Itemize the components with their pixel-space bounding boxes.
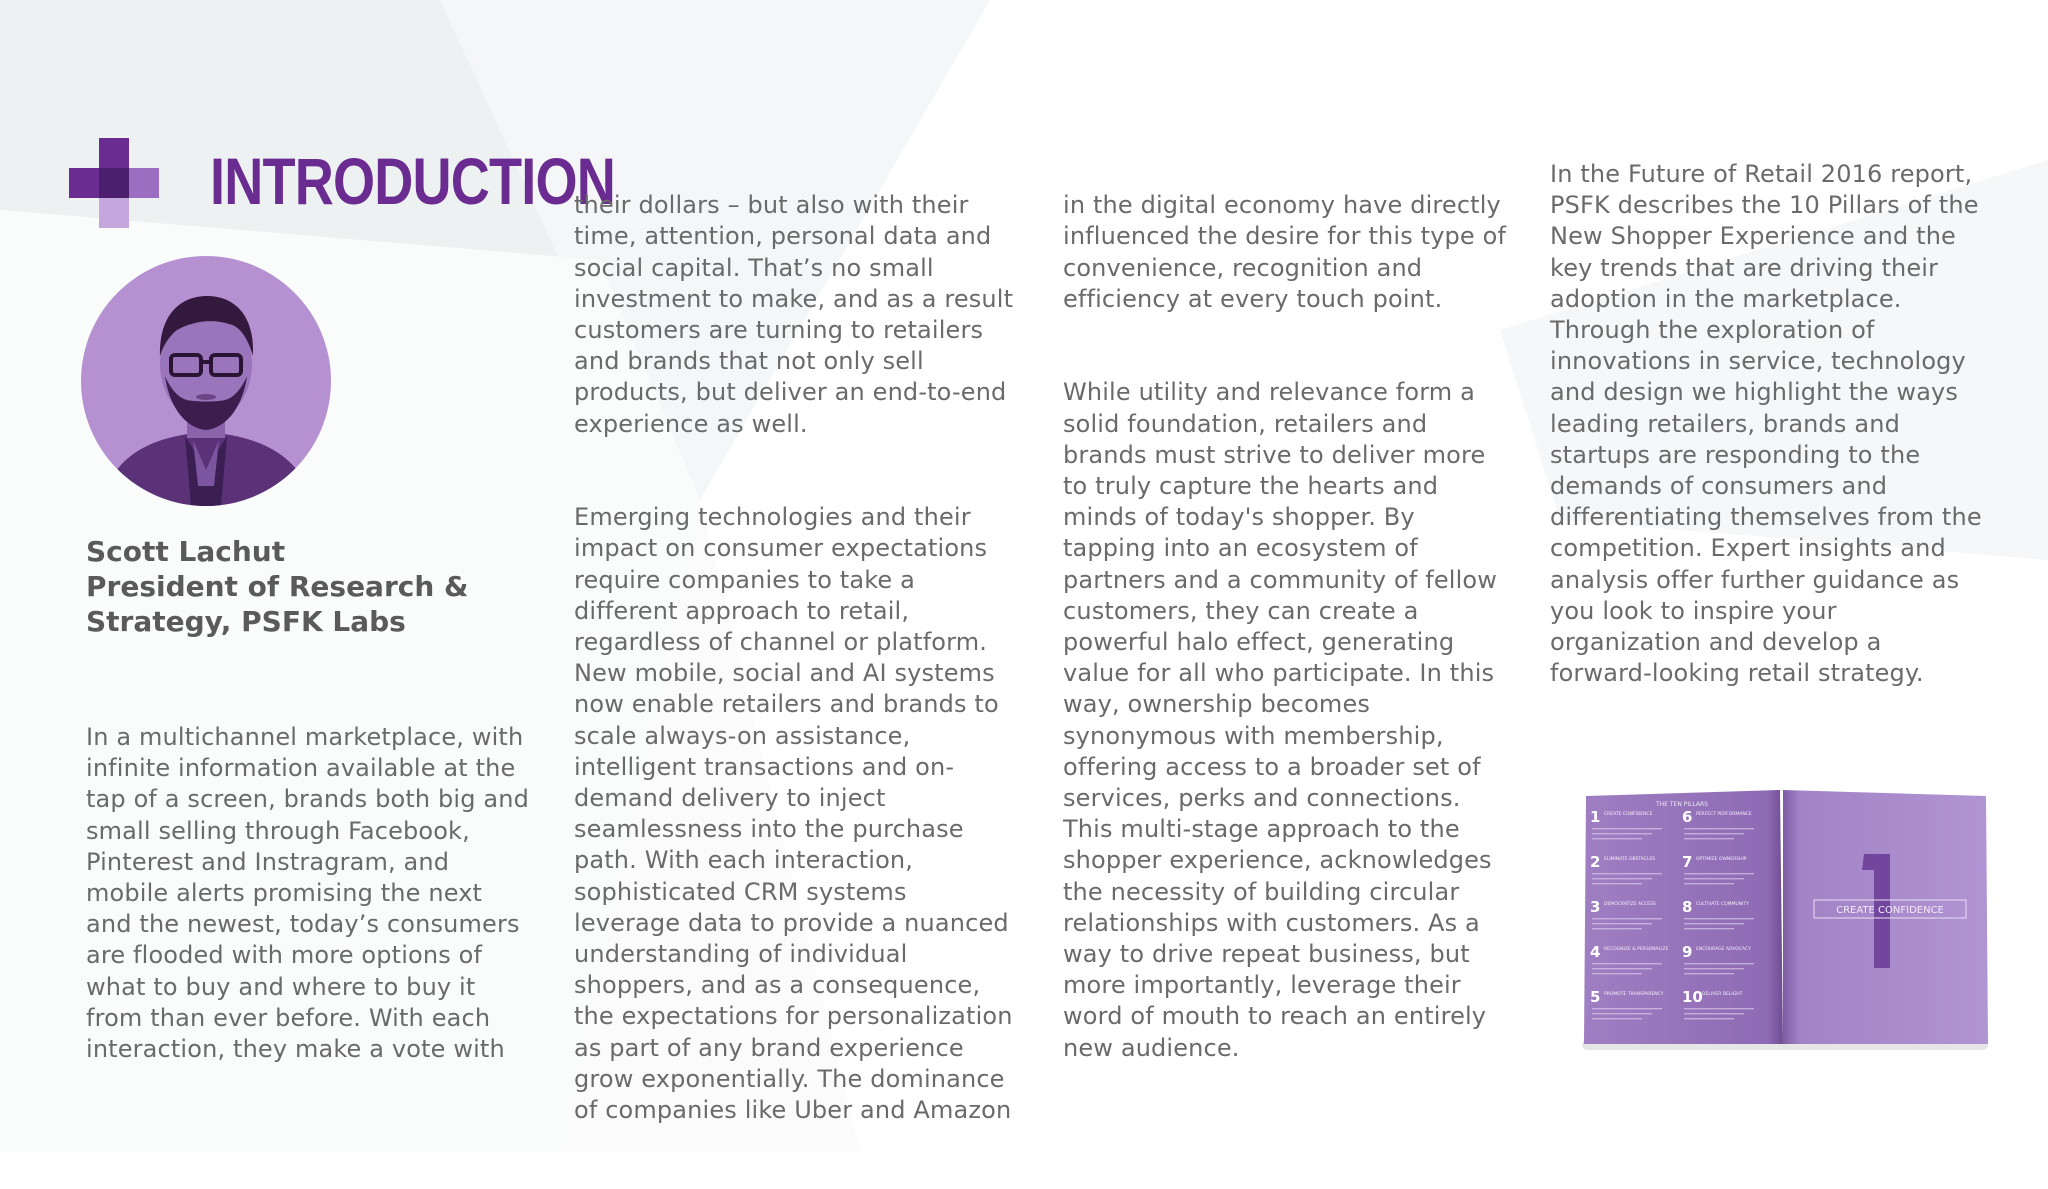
book-pillar-number: 2 [1590,853,1601,871]
book-text-line [1592,963,1662,964]
book-pillar-number: 8 [1682,898,1693,916]
page-title: INTRODUCTION [210,144,616,218]
book-pillar-label: DELIVER DELIGHT [1702,992,1743,997]
book-text-line [1592,928,1642,929]
book-text-line [1684,878,1744,879]
book-text-line [1684,833,1744,834]
author-role-line1: President of Research & [86,570,469,603]
book-pillar-number: 1 [1590,808,1601,826]
book-pillar-number: 10 [1682,988,1703,1006]
book-pillar-number: 6 [1682,808,1693,826]
book-text-line [1592,1008,1662,1009]
author-portrait [81,256,331,506]
intro-column-1: In a multichannel marketplace, with infinite information available at the tap of a screen, brands both big and small selling through Facebook, Pinterest and Instragram, and mobile alerts promising the next and the newest, today’s consumers are flooded with more options of what to buy and where to buy it from than ever before. With each interaction, they make a vote with [86,723,529,1064]
intro-paragraph: in the digital economy have directly influenced the desire for this type of convenience, recognition and efficiency at every touch point. [1063,191,1507,313]
book-pillar-label: CULTIVATE COMMUNITY [1696,902,1749,907]
book-text-line [1592,828,1662,829]
book-text-line [1592,838,1642,839]
book-text-line [1684,923,1744,924]
book-text-line [1684,973,1734,974]
author-byline [86,534,526,639]
book-pillar-label: RECOGNIZE & PERSONALIZE [1604,947,1669,952]
book-pillar-label: DEMOCRATIZE ACCESS [1604,902,1656,907]
intro-column-2 [574,159,1052,1189]
intro-paragraph: Emerging technologies and their impact on consumer expectations require companies to take a different approach to retail, regardless of channel or platform. New mobile, social and AI systems now enable retailers and brands to scale always-on assistance, intelligent transactions and on- demand delivery to inject seamlessness into the purchase path. With each interaction, sophisticated CRM systems leverage data to provide a nuanced understanding of individual shoppers, and as a consequence, the expectations for personalization as part of any brand experience grow exponentially. The dominance of companies like Uber and Amazon [574,503,1013,1125]
intro-column-4: In the Future of Retail 2016 report, PSFK describes the 10 Pillars of the New Shopper Experience and the key trends that are driving their adoption in the marketplace. Through the exploration of innovations in service, technology and design we highlight the ways leading retailers, brands and startups are responding to the demands of consumers and differentiating themselves from the competition. Expert insights and analysis offer further guidance as you look to inspire your organization and develop a forward-looking retail strategy. [1550,160,1982,688]
book-text-line [1592,923,1652,924]
book-text-line [1684,1008,1754,1009]
book-text-line [1684,838,1734,839]
book-text-line [1592,918,1662,919]
book-pillar-label: ELIMINATE OBSTACLES [1604,857,1656,862]
book-text-line [1592,973,1642,974]
book-text-line [1684,883,1734,884]
book-pillar-number: 4 [1590,943,1601,961]
book-pillar-number: 5 [1590,988,1601,1006]
book-text-line [1592,1018,1642,1019]
book-text-line [1592,873,1662,874]
book-text-line [1684,1018,1734,1019]
book-text-line [1684,1013,1744,1014]
book-pillar-number: 9 [1682,943,1693,961]
intro-paragraph: their dollars – but also with their time, attention, personal data and social capital. That’s no small investment to make, and as a result customers are turning to retailers and brands that not only sell products, but deliver an end-to-end experience as well. [574,191,1014,438]
book-pillar-number: 3 [1590,898,1601,916]
book-pillar-label: CREATE CONFIDENCE [1604,812,1653,817]
book-text-line [1592,1013,1652,1014]
book-text-line [1684,828,1754,829]
book-text-line [1684,963,1754,964]
report-book-image [1578,782,1992,1054]
book-text-line [1592,878,1652,879]
book-text-line [1592,883,1642,884]
intro-column-3 [1063,159,1541,1126]
book-heading: THE TEN PILLARS [1655,801,1709,808]
intro-paragraph: While utility and relevance form a solid foundation, retailers and brands must strive to deliver more to truly capture the hearts and minds of today's shopper. By tapping into an ecosystem of partners and a community of fellow customers, they can create a powerful halo effect, generating value for all who participate. In this way, ownership becomes synonymous with membership, offering access to a broader set of services, perks and connections. This multi-stage approach to the shopper experience, acknowledges the necessity of building circular relationships with customers. As a way to drive repeat business, but more importantly, leverage their word of mouth to reach an entirely new audience. [1063,378,1498,1062]
book-pillar-number: 7 [1682,853,1693,871]
book-text-line [1592,833,1652,834]
book-text-line [1592,968,1652,969]
purple-cross-logo-icon [69,138,159,228]
book-pillar-label: ENCOURAGE ADVOCACY [1696,947,1751,952]
book-text-line [1684,968,1744,969]
book-text-line [1684,873,1754,874]
author-name: Scott Lachut [86,535,286,568]
author-role-line2: Strategy, PSFK Labs [86,605,406,638]
book-cover-label: CREATE CONFIDENCE [1836,905,1944,916]
book-pillar-label: OPTIMIZE OWNERSHIP [1696,857,1747,862]
book-pillar-label: PERFECT PERFORMANCE [1696,812,1752,817]
book-text-line [1684,928,1734,929]
book-text-line [1684,918,1754,919]
book-pillar-label: PROMOTE TRANSPARENCY [1604,992,1664,997]
